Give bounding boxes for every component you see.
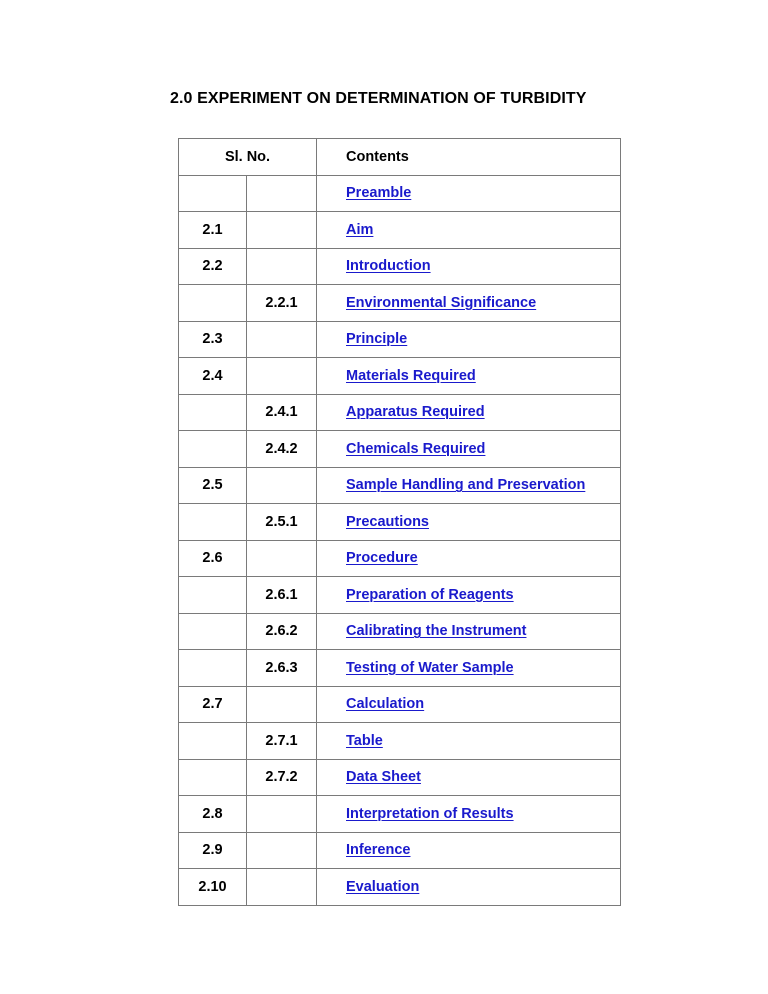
subsection-number: 2.6.3 — [247, 650, 317, 687]
contents-link[interactable]: Preparation of Reagents — [346, 586, 514, 603]
subsection-number — [247, 175, 317, 212]
header-sl-no: Sl. No. — [179, 139, 317, 176]
section-number: 2.2 — [179, 248, 247, 285]
section-number: 2.9 — [179, 832, 247, 869]
section-number — [179, 759, 247, 796]
contents-cell — [317, 358, 621, 395]
subsection-number — [247, 832, 317, 869]
contents-link[interactable]: Chemicals Required — [346, 440, 486, 457]
contents-cell — [317, 321, 621, 358]
contents-link[interactable]: Calculation — [346, 696, 425, 713]
contents-link[interactable]: Evaluation — [346, 878, 420, 895]
contents-link[interactable]: Introduction — [346, 258, 431, 275]
subsection-number — [247, 358, 317, 395]
contents-link[interactable]: Testing of Water Sample — [346, 659, 514, 676]
subsection-number — [247, 686, 317, 723]
section-number: 2.5 — [179, 467, 247, 504]
table-row — [179, 796, 621, 833]
contents-link[interactable]: Inference — [346, 842, 411, 859]
subsection-number: 2.2.1 — [247, 285, 317, 322]
contents-link[interactable]: Data Sheet — [346, 769, 421, 786]
subsection-number — [247, 796, 317, 833]
table-row — [179, 212, 621, 249]
subsection-number: 2.4.2 — [247, 431, 317, 468]
contents-link[interactable]: Materials Required — [346, 367, 476, 384]
contents-cell — [317, 467, 621, 504]
contents-table — [178, 138, 621, 906]
table-row — [179, 248, 621, 285]
section-number: 2.4 — [179, 358, 247, 395]
subsection-number — [247, 248, 317, 285]
subsection-number — [247, 869, 317, 906]
table-row — [179, 832, 621, 869]
section-number: 2.6 — [179, 540, 247, 577]
document-title: 2.0 EXPERIMENT ON DETERMINATION OF TURBIDITY — [170, 90, 587, 107]
section-number — [179, 394, 247, 431]
table-row — [179, 686, 621, 723]
contents-link[interactable]: Apparatus Required — [346, 404, 485, 421]
section-number: 2.10 — [179, 869, 247, 906]
contents-cell — [317, 723, 621, 760]
subsection-number: 2.7.2 — [247, 759, 317, 796]
subsection-number — [247, 212, 317, 249]
contents-cell — [317, 832, 621, 869]
table-row — [179, 394, 621, 431]
table-row — [179, 723, 621, 760]
contents-link[interactable]: Procedure — [346, 550, 418, 567]
table-row — [179, 175, 621, 212]
contents-cell — [317, 650, 621, 687]
contents-cell — [317, 796, 621, 833]
contents-link[interactable]: Precautions — [346, 513, 429, 530]
contents-link[interactable]: Calibrating the Instrument — [346, 623, 527, 640]
contents-link[interactable]: Principle — [346, 331, 408, 348]
section-number — [179, 613, 247, 650]
table-row — [179, 358, 621, 395]
section-number — [179, 577, 247, 614]
contents-link[interactable]: Preamble — [346, 185, 412, 202]
subsection-number: 2.7.1 — [247, 723, 317, 760]
contents-cell — [317, 248, 621, 285]
table-row — [179, 540, 621, 577]
contents-cell — [317, 759, 621, 796]
subsection-number: 2.6.1 — [247, 577, 317, 614]
section-number: 2.8 — [179, 796, 247, 833]
section-number: 2.3 — [179, 321, 247, 358]
subsection-number — [247, 540, 317, 577]
header-contents: Contents — [317, 139, 621, 176]
contents-cell — [317, 577, 621, 614]
subsection-number: 2.6.2 — [247, 613, 317, 650]
table-row — [179, 869, 621, 906]
contents-link[interactable]: Environmental Significance — [346, 294, 537, 311]
table-row — [179, 613, 621, 650]
section-number: 2.7 — [179, 686, 247, 723]
section-number — [179, 650, 247, 687]
contents-link[interactable]: Table — [346, 732, 383, 749]
table-row — [179, 650, 621, 687]
table-row — [179, 285, 621, 322]
contents-cell — [317, 613, 621, 650]
contents-cell — [317, 686, 621, 723]
table-row — [179, 321, 621, 358]
section-number — [179, 285, 247, 322]
section-number — [179, 431, 247, 468]
table-row — [179, 504, 621, 541]
table-row — [179, 467, 621, 504]
contents-cell — [317, 212, 621, 249]
contents-link[interactable]: Sample Handling and Preservation — [346, 477, 586, 494]
section-number — [179, 504, 247, 541]
contents-cell — [317, 540, 621, 577]
section-number: 2.1 — [179, 212, 247, 249]
contents-cell — [317, 175, 621, 212]
table-row — [179, 577, 621, 614]
table-row — [179, 759, 621, 796]
contents-cell — [317, 394, 621, 431]
table-header-row — [179, 139, 621, 176]
contents-link[interactable]: Interpretation of Results — [346, 805, 514, 822]
contents-cell — [317, 504, 621, 541]
contents-cell — [317, 869, 621, 906]
contents-cell — [317, 431, 621, 468]
table-row — [179, 431, 621, 468]
subsection-number: 2.5.1 — [247, 504, 317, 541]
contents-cell — [317, 285, 621, 322]
contents-link[interactable]: Aim — [346, 221, 374, 238]
section-number — [179, 175, 247, 212]
subsection-number — [247, 321, 317, 358]
section-number — [179, 723, 247, 760]
subsection-number: 2.4.1 — [247, 394, 317, 431]
subsection-number — [247, 467, 317, 504]
